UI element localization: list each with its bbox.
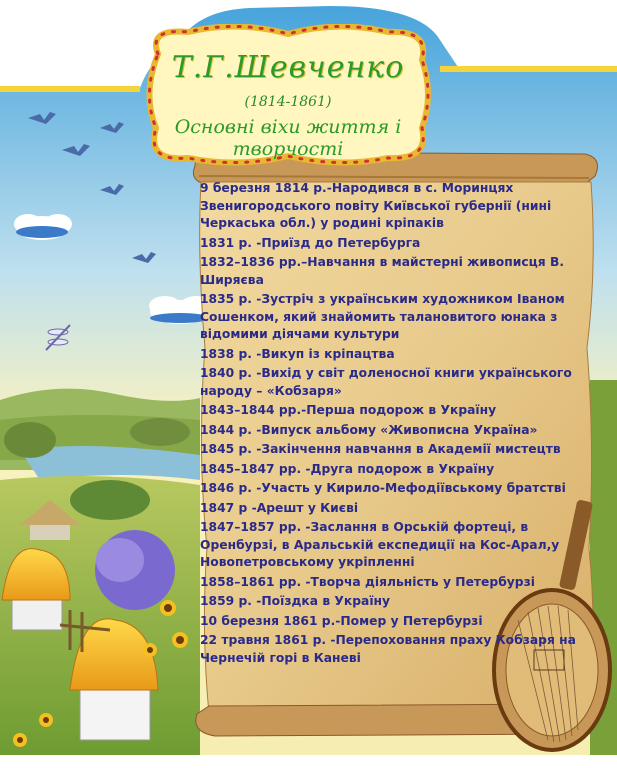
timeline-date: 1844 р. — [200, 422, 252, 437]
page-title: Т.Г.Шевченко — [171, 50, 405, 85]
timeline-date: 1859 р. — [200, 594, 252, 608]
timeline-text: -Перепоховання праху Кобзаря на Чернечій горі в Каневі — [200, 633, 576, 665]
timeline-date: 1838 р. — [200, 346, 252, 361]
timeline-text: -Арешт у Києві — [247, 500, 359, 515]
timeline-date: 1858–1861 рр. — [200, 574, 302, 589]
timeline-text: -Викуп із кріпацтва — [251, 346, 395, 361]
timeline-date: 9 березня 1814 р. — [200, 181, 327, 195]
timeline-date: 1847 р — [200, 500, 248, 515]
timeline-item — [200, 613, 585, 631]
title-years: (1814-1861) — [244, 94, 332, 110]
timeline-item — [200, 365, 585, 400]
timeline-date: 22 травня 1861 р. — [200, 633, 327, 647]
timeline-text: -Перша подорож в Україну — [301, 403, 497, 417]
timeline-item — [200, 519, 585, 572]
timeline-date: 1845–1847 рр. — [200, 461, 302, 476]
timeline-item — [200, 422, 585, 440]
timeline-item — [200, 632, 585, 667]
timeline-text: -Випуск альбому «Живописна Україна» — [251, 422, 538, 437]
timeline-item — [200, 461, 585, 479]
timeline-text: -Зустріч з українським художником Іваном Сошенком, який знайомить талановитого юнака з відомими діячами культури — [200, 292, 565, 341]
timeline-item — [200, 574, 585, 592]
timeline-text: -Поїздка в Україну — [251, 594, 391, 608]
timeline-date: 1845 р. — [200, 442, 252, 456]
timeline-item — [200, 441, 585, 459]
timeline-text: –Навчання в майстерні живописця В. Ширяєва — [200, 255, 564, 287]
title-subtitle: Основні віхи життя і творчості — [174, 116, 402, 160]
timeline-item — [200, 235, 585, 253]
timeline-text: -Помер у Петербурзі — [335, 613, 483, 628]
timeline-date: 1831 р. — [200, 235, 252, 250]
timeline-date: 1846 р. — [200, 481, 252, 495]
timeline-date: 10 березня 1861 р. — [200, 613, 336, 628]
timeline-item — [200, 291, 585, 344]
timeline-date: 1843–1844 рр. — [200, 403, 302, 417]
timeline-item — [200, 254, 585, 289]
timeline-item — [200, 346, 585, 364]
timeline-text: -Закінчення навчання в Академії мистецтв — [251, 442, 561, 456]
timeline-date: 1847–1857 рр. — [200, 520, 302, 534]
timeline-item — [200, 593, 585, 611]
timeline-text: -Друга подорож в Україну — [301, 461, 495, 476]
timeline-text: -Вихід у світ доленосної книги українського народу – «Кобзаря» — [200, 366, 572, 398]
timeline-item — [200, 500, 585, 518]
timeline-list — [200, 180, 585, 669]
timeline-item — [200, 180, 585, 233]
timeline-date: 1840 р. — [200, 366, 252, 380]
timeline-date: 1832–1836 рр. — [200, 255, 302, 269]
timeline-date: 1835 р. — [200, 292, 252, 306]
timeline-text: -Народився в с. Моринцях Звенигородського повіту Київської губернії (нині Черкаська обл.) у родині кріпаків — [200, 181, 552, 230]
timeline-text: -Заслання в Орській фортеці, в Оренбурзі, в Аральській експедиції на Кос-Арал,у Новопетровському укріпленні — [200, 520, 560, 569]
timeline-text: -Участь у Кирило-Мефодіївському братстві — [251, 481, 566, 495]
timeline-text: -Приїзд до Петербурга — [251, 235, 421, 250]
timeline-item — [200, 480, 585, 498]
timeline-text: -Творча діяльність у Петербурзі — [301, 574, 535, 589]
timeline-item — [200, 402, 585, 420]
